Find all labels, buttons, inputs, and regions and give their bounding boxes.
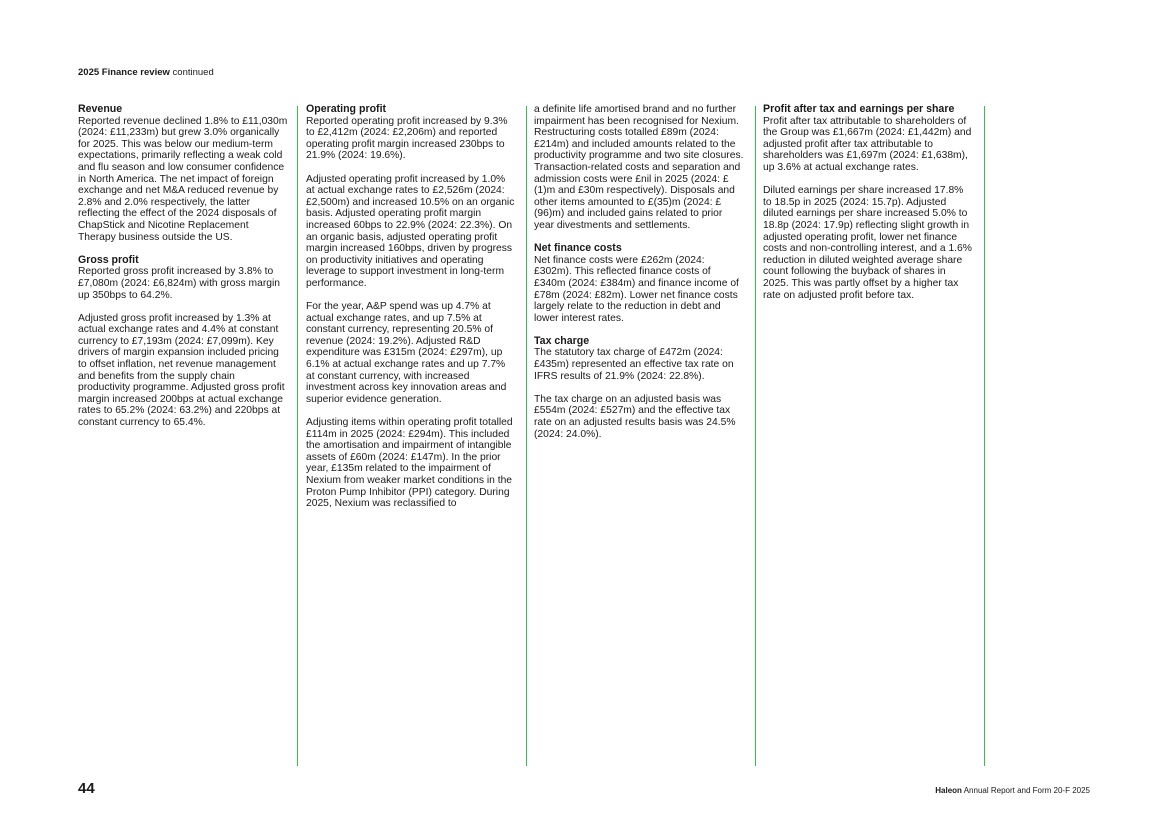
text-column-3: [534, 104, 744, 452]
body-paragraph: Adjusting items within operating profit totalled £114m in 2025 (2024: £294m). This included the amortisation and impairment of intangible assets of £60m (2024: £147m). In the prior year, £135m related to the impairment of Nexium from weaker market conditions in the Proton Pump Inhibitor (PPI) category. During 2025, Nexium was reclassified to: [306, 417, 513, 510]
body-paragraph: Reported revenue declined 1.8% to £11,030m (2024: £11,233m) but grew 3.0% organically for 2025. This was below our medium-term expectations, primarily reflecting a weak cold and flu season and low consumer confidence in North America. The net impact of foreign exchange and net M&A reduced revenue by 2.8% and 2.0% respectively, the latter reflecting the effect of the 2024 disposals of ChapStick and Nicotine Replacement Therapy business outside the US.: [78, 115, 288, 243]
text-column-1: [78, 104, 288, 440]
section-heading: Net finance costs: [534, 242, 622, 255]
body-paragraph: Adjusted operating profit increased by 1.0% at actual exchange rates to £2,526m (2024: £2,500m) and increased 10.5% on an organic basis. Adjusted operating profit margin increased 60bps to 22.9% (2024: 22.3%). On an organic basis, adjusted operating profit margin increased 160bps, driven by progress on productivity initiatives and operating leverage to support investment in long-term performance.: [306, 173, 515, 289]
running-footer: [935, 786, 1090, 795]
body-paragraph: For the year, A&P spend was up 4.7% at actual exchange rates, and up 7.5% at constant currency, representing 20.5% of revenue (2024: 19.2%). Adjusted R&D expenditure was £315m (2024: £297m), up 6.1% at actual exchange rates and up 7.7% at constant currency, with increased investment across key innovation areas and superior evidence generation.: [306, 301, 507, 405]
page-number: 44: [78, 780, 95, 797]
body-paragraph: Profit after tax attributable to shareholders of the Group was £1,667m (2024: £1,442m) and adjusted profit after tax attributable to shareholders was £1,697m (2024: £1,638m), up 3.6% at actual exchange rates.: [763, 115, 972, 173]
body-paragraph: The statutory tax charge of £472m (2024: £435m) represented an effective tax rate on IFRS results of 21.9% (2024: 22.8%).: [534, 347, 734, 382]
running-header: [78, 67, 214, 78]
section: [534, 104, 744, 232]
body-paragraph: Reported operating profit increased by 9.3% to £2,412m (2024: £2,206m) and reported operating profit margin increased 230bps to 21.9% (2024: 19.6%).: [306, 115, 508, 162]
section-heading: Tax charge: [534, 334, 590, 347]
header-title: 2025 Finance review: [78, 67, 170, 78]
body-paragraph: a definite life amortised brand and no further impairment has been recognised for Nexium. Restructuring costs totalled £89m (2024: £214m) and included amounts related to the productivity programme and two site closures. Transaction-related costs and separation and admission costs were £nil in 2025 (2024: £(1)m and £30m respectively). Disposals and other items amounted to £(35)m (2024: £(96)m) and included gains related to prior year divestments and settlements.: [534, 104, 744, 231]
section-heading: Gross profit: [78, 253, 139, 266]
section: [763, 104, 973, 301]
column-divider: [297, 106, 298, 766]
section: [534, 336, 744, 440]
footer-doc-title: Annual Report and Form 20-F 2025: [963, 786, 1090, 795]
section-heading: Operating profit: [306, 103, 387, 115]
body-paragraph: Reported gross profit increased by 3.8% to £7,080m (2024: £6,824m) with gross margin up 350bps to 64.2%.: [78, 266, 281, 301]
section: [78, 255, 288, 429]
column-divider: [984, 106, 985, 766]
section-heading: Profit after tax and earnings per share: [763, 103, 955, 115]
section-heading: Revenue: [78, 103, 123, 115]
footer-brand: Haleon: [935, 786, 962, 795]
section: [534, 243, 744, 324]
body-paragraph: The tax charge on an adjusted basis was £554m (2024: £527m) and the effective tax rate on an adjusted results basis was 24.5% (2024: 24.0%).: [534, 393, 736, 440]
column-divider: [526, 106, 527, 766]
text-column-4: [763, 104, 973, 313]
column-divider: [755, 106, 756, 766]
body-paragraph: Adjusted gross profit increased by 1.3% at actual exchange rates and 4.4% at constant currency to £7,193m (2024: £7,099m). Key drivers of margin expansion included pricing to offset inflation, net revenue management and benefits from the supply chain productivity programme. Adjusted gross profit margin increased 200bps at actual exchange rates to 65.2% (2024: 63.2%) and 220bps at constant currency to 65.4%.: [78, 312, 285, 429]
body-paragraph: Diluted earnings per share increased 17.8% to 18.5p in 2025 (2024: 15.7p). Adjusted diluted earnings per share increased 5.0% to 18.8p (2024: 17.9p) reflecting slight growth in adjusted operating profit, lower net finance costs and non-controlling interest, and a 1.6% reduction in diluted weighted average share count following the buyback of shares in 2025. This was partly offset by a higher tax rate on adjusted profit before tax.: [763, 185, 972, 301]
section: [78, 104, 288, 243]
section: [306, 104, 516, 510]
header-suffix: continued: [172, 67, 214, 78]
body-paragraph: Net finance costs were £262m (2024: £302m). This reflected finance costs of £340m (2024: £384m) and finance income of £78m (2024: £82m). Lower net finance costs largely relate to the reduction in debt and lower interest rates.: [534, 254, 739, 324]
text-column-2: [306, 104, 516, 521]
